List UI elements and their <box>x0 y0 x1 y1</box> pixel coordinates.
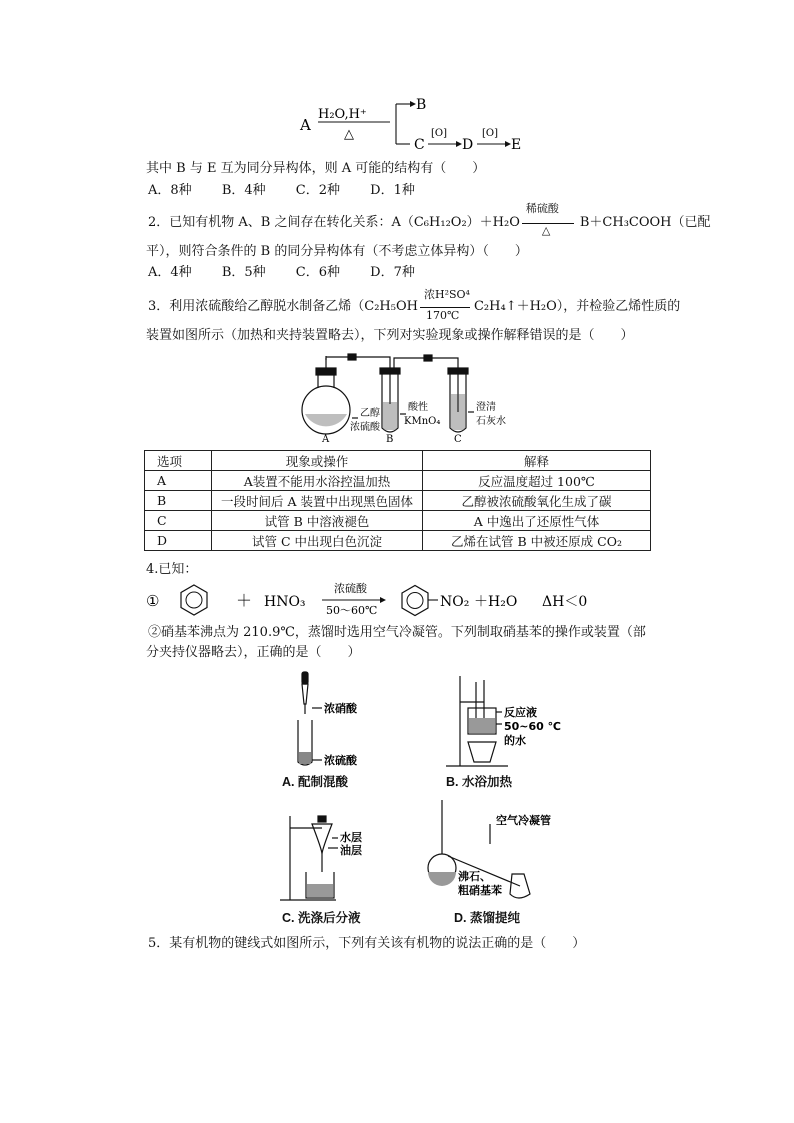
table-cell: A <box>145 471 212 491</box>
reaction-scheme-svg <box>296 92 536 154</box>
table-row <box>145 491 651 511</box>
q2-cond-bottom: △ <box>541 224 551 237</box>
q4-fig-a-caption: A. 配制混酸 <box>282 775 348 789</box>
q4-fig-b <box>438 672 598 792</box>
q2-line-1 <box>148 202 711 237</box>
q3-text-a: 3．利用浓硫酸给乙醇脱水制备乙烯（C₂H₅OH <box>148 299 418 314</box>
table-cell: C <box>145 511 212 531</box>
q4-fig-d <box>420 794 590 930</box>
q2-option-b[interactable]: B．5种 <box>221 265 266 280</box>
q4-fig-c-svg <box>276 810 396 908</box>
q1-option-a[interactable]: A．8种 <box>148 183 192 198</box>
q3-apparatus <box>296 352 526 444</box>
table-cell: A 中逸出了还原性气体 <box>423 511 651 531</box>
table-header: 选项 <box>145 451 212 471</box>
scheme-product-e: E <box>511 137 522 153</box>
q4-eq-cond-bottom: 50～60℃ <box>326 604 378 617</box>
q4-fig-c-label-1: 水层 <box>340 831 362 844</box>
reaction-scheme <box>296 92 536 154</box>
q1-option-c[interactable]: C．2种 <box>295 183 340 198</box>
q3-label-b1: 酸性 <box>408 402 428 413</box>
benzene-ring-icon <box>186 592 202 608</box>
q3-tag-c: C <box>454 434 462 444</box>
scheme-product-c: C <box>414 137 425 153</box>
q4-eq-no2: NO₂ <box>440 594 470 610</box>
table-cell: 试管 C 中出现白色沉淀 <box>212 531 423 551</box>
q2-option-c[interactable]: C．6种 <box>295 265 340 280</box>
q1-text: 其中 B 与 E 互为同分异构体，则 A 可能的结构有（ ） <box>146 161 486 176</box>
q2-options <box>148 264 441 282</box>
q4-eq-reagent: HNO₃ <box>264 594 306 610</box>
table-header-row <box>145 451 651 471</box>
q4-fig-d-caption: D. 蒸馏提纯 <box>454 911 520 925</box>
q3-cond-bottom: 170℃ <box>425 309 460 322</box>
q4-fig-a <box>276 668 396 792</box>
q4-equation-svg <box>144 580 604 620</box>
q1-option-b[interactable]: B．4种 <box>221 183 266 198</box>
table-cell: 反应温度超过 100℃ <box>423 471 651 491</box>
q4-equation <box>144 580 604 620</box>
q3-table <box>144 450 651 551</box>
q4-eq-num: ① <box>146 592 160 610</box>
benzene-icon <box>181 585 207 615</box>
q2-option-a[interactable]: A．4种 <box>148 265 192 280</box>
table-row <box>145 471 651 491</box>
q4-fig-c <box>276 810 396 930</box>
q4-eq-dh: ΔH＜0 <box>542 594 588 610</box>
q4-fig-a-svg <box>276 668 396 768</box>
q4-intro: 4.已知： <box>146 562 198 577</box>
table-cell: A装置不能用水浴控温加热 <box>212 471 423 491</box>
q4-fig-a-label-1: 浓硝酸 <box>324 702 357 715</box>
scheme-product-b: B <box>416 97 427 113</box>
q3-tag-a: A <box>322 434 330 444</box>
q3-label-c2: 石灰水 <box>476 416 506 427</box>
q2-text-c: 平），则符合条件的 B 的同分异构体有（不考虑立体异构）（ ） <box>146 244 528 259</box>
scheme-condition: △ <box>344 127 354 142</box>
q3-text-c: 装置如图所示（加热和夹持装置略去），下列对实验现象或操作解释错误的是（ ） <box>146 328 634 343</box>
q4-fig-b-label-3: 的水 <box>504 734 526 747</box>
q2-text-b: B＋CH₃COOH（已配 <box>579 215 711 230</box>
table-row <box>145 531 651 551</box>
q3-label-b2: KMnO₄ <box>404 416 441 427</box>
q3-label-a1: 乙醇 <box>360 408 380 419</box>
q2-arrow <box>520 202 580 237</box>
q4-fig-c-caption: C. 洗涤后分液 <box>282 911 361 925</box>
q3-label-a2: 浓硫酸 <box>350 422 380 433</box>
table-header: 现象或操作 <box>212 451 423 471</box>
q2-text-a: 2．已知有机物 A、B 之间存在转化关系：A（C₆H₁₂O₂）＋H₂O <box>148 215 520 230</box>
q5-text: 5．某有机物的键线式如图所示，下列有关该有机物的说法正确的是（ ） <box>148 936 586 951</box>
scheme-product-d: D <box>462 137 474 153</box>
q3-arrow <box>418 288 474 322</box>
q3-cond-top: 浓H²SO⁴ <box>423 288 470 301</box>
q3-label-c1: 澄清 <box>476 402 496 413</box>
q1-option-d[interactable]: D．1种 <box>370 183 415 198</box>
q3-text-b: C₂H₄↑＋H₂O），并检验乙烯性质的 <box>473 299 681 314</box>
scheme-reagent: H₂O,H⁺ <box>318 107 367 122</box>
q4-eq-plus-1: ＋ <box>236 591 253 610</box>
q2-cond-top: 稀硫酸 <box>525 202 559 215</box>
q3-line-1 <box>148 288 681 322</box>
scheme-start: A <box>300 116 311 134</box>
q4-fig-b-label-1: 反应液 <box>504 706 537 719</box>
table-cell: 乙烯在试管 B 中被还原成 CO₂ <box>423 531 651 551</box>
table-cell: 一段时间后 A 装置中出现黑色固体 <box>212 491 423 511</box>
q4-text-b: 分夹持仪器略去），正确的是（ ） <box>146 645 361 660</box>
table-row <box>145 511 651 531</box>
q4-fig-b-svg <box>438 672 598 772</box>
q4-fig-d-label-3: 粗硝基苯 <box>458 884 502 897</box>
table-header: 解释 <box>423 451 651 471</box>
q4-fig-b-label-2: 50~60 ℃ <box>504 720 561 733</box>
q4-fig-a-label-2: 浓硫酸 <box>324 754 357 767</box>
scheme-oxidant-2: [O] <box>482 128 499 139</box>
q4-fig-c-label-2: 油层 <box>340 844 362 857</box>
table-cell: 试管 B 中溶液褪色 <box>212 511 423 531</box>
nitrobenzene-icon <box>402 586 428 616</box>
q3-apparatus-svg <box>296 352 526 444</box>
q4-text-a: ②硝基苯沸点为 210.9℃，蒸馏时选用空气冷凝管。下列制取硝基苯的操作或装置（部 <box>148 625 646 640</box>
q4-fig-d-label-2: 沸石、 <box>458 870 491 883</box>
table-cell: D <box>145 531 212 551</box>
q4-fig-d-svg <box>420 794 590 908</box>
table-cell: B <box>145 491 212 511</box>
q1-options <box>148 182 441 200</box>
q4-fig-b-caption: B. 水浴加热 <box>446 775 512 789</box>
scheme-oxidant-1: [O] <box>431 128 448 139</box>
q3-tag-b: B <box>386 434 394 444</box>
q4-fig-d-label-1: 空气冷凝管 <box>496 814 551 827</box>
q4-eq-cond-top: 浓硫酸 <box>334 582 367 595</box>
table-cell: 乙醇被浓硫酸氧化生成了碳 <box>423 491 651 511</box>
q2-option-d[interactable]: D．7种 <box>370 265 415 280</box>
q4-eq-plus-2: ＋H₂O <box>474 594 518 610</box>
